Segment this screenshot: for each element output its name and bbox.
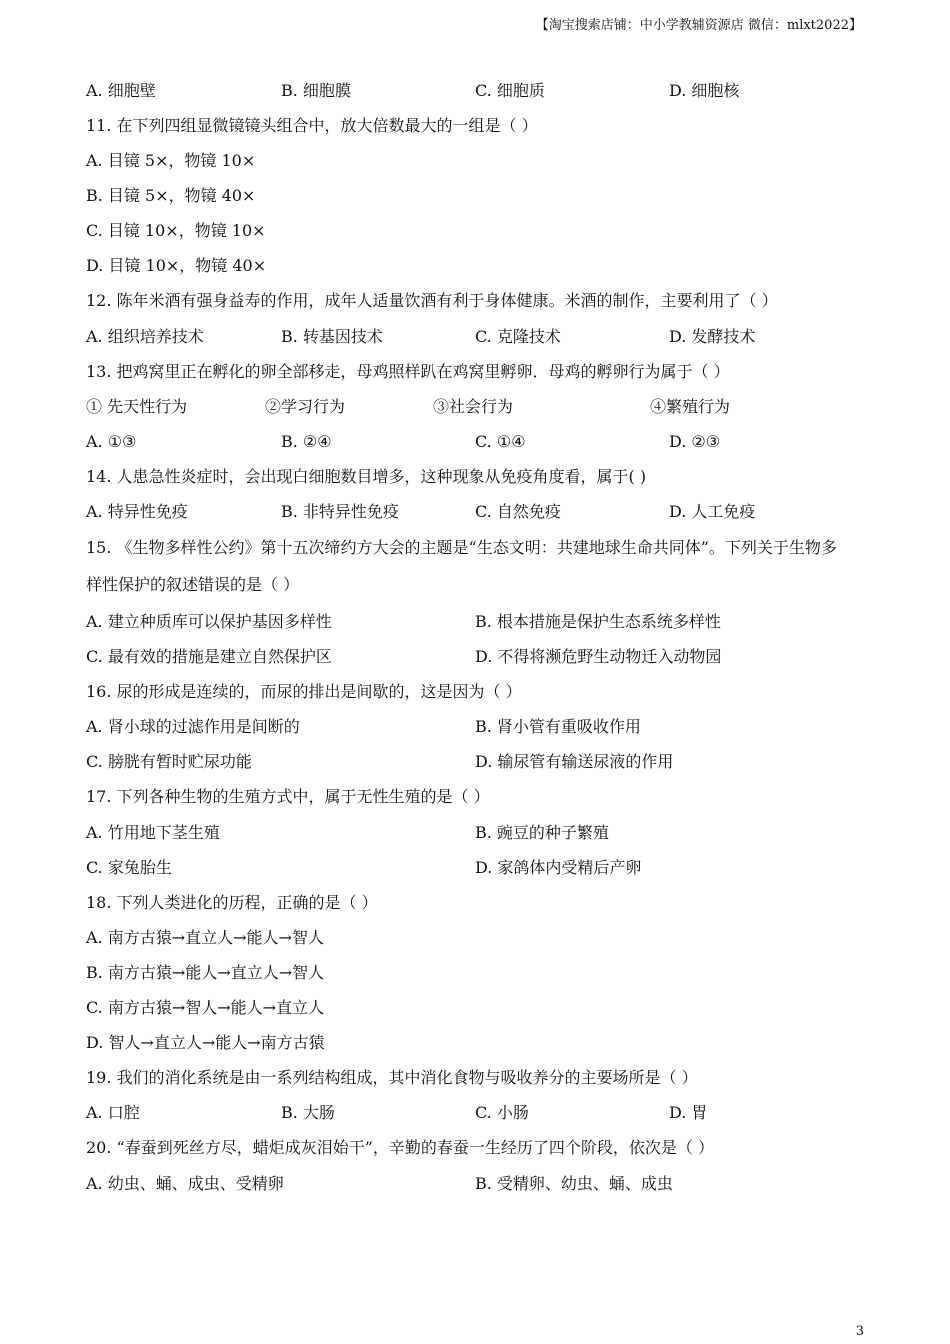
q10-option-a: A. 细胞壁 <box>86 81 156 100</box>
q14-options <box>86 501 876 523</box>
q18-option-d: D. 智人→直立人→能人→南方古猿 <box>86 1033 325 1052</box>
q18-option-a: A. 南方古猿→直立人→能人→智人 <box>86 928 324 947</box>
q10-option-d: D. 细胞核 <box>669 81 740 100</box>
q13-options <box>86 431 876 453</box>
q13-option-c: C. ①④ <box>475 432 526 451</box>
q15-option-b: B. 根本措施是保护生态系统多样性 <box>475 612 721 631</box>
q15-options-row2 <box>86 646 876 668</box>
q10-option-b: B. 细胞膜 <box>281 81 351 100</box>
q19-stem: 19. 我们的消化系统是由一系列结构组成，其中消化食物与吸收养分的主要场所是（ ） <box>86 1068 698 1087</box>
q12-options <box>86 326 876 348</box>
q11-stem: 11. 在下列四组显微镜镜头组合中，放大倍数最大的一组是（ ） <box>86 116 538 135</box>
q19-options <box>86 1102 876 1124</box>
q13-items <box>86 396 876 418</box>
q13-item-1: ① 先天性行为 <box>86 397 188 416</box>
q12-option-a: A. 组织培养技术 <box>86 327 204 346</box>
q19-option-a: A. 口腔 <box>86 1103 140 1122</box>
q14-option-a: A. 特异性免疫 <box>86 502 188 521</box>
q17-stem: 17. 下列各种生物的生殖方式中，属于无性生殖的是（ ） <box>86 787 490 806</box>
q11-option-a: A. 目镜 5×，物镜 10× <box>86 151 256 170</box>
q15-option-a: A. 建立种质库可以保护基因多样性 <box>86 612 332 631</box>
page-number: 3 <box>855 1324 864 1339</box>
q13-item-3: ③社会行为 <box>433 397 514 416</box>
q12-option-b: B. 转基因技术 <box>281 327 383 346</box>
q17-options-row2 <box>86 857 876 879</box>
q13-stem: 13. 把鸡窝里正在孵化的卵全部移走，母鸡照样趴在鸡窝里孵卵．母鸡的孵卵行为属于（ ） <box>86 362 730 381</box>
q17-option-c: C. 家兔胎生 <box>86 858 172 877</box>
q15-stem-line2: 样性保护的叙述错误的是（ ） <box>86 575 300 594</box>
page-header: 【淘宝搜索店铺：中小学教辅资源店 微信：mlxt2022】 <box>535 18 862 33</box>
q12-stem: 12. 陈年米酒有强身益寿的作用，成年人适量饮酒有利于身体健康。米酒的制作，主要利用了（ ） <box>86 291 778 310</box>
q10-options <box>86 80 876 102</box>
q18-option-c: C. 南方古猿→智人→能人→直立人 <box>86 998 325 1017</box>
q12-option-c: C. 克隆技术 <box>475 327 561 346</box>
q13-item-4: ④繁殖行为 <box>650 397 731 416</box>
q20-options <box>86 1173 876 1195</box>
q16-option-d: D. 输尿管有输送尿液的作用 <box>475 752 674 771</box>
q14-option-d: D. 人工免疫 <box>669 502 756 521</box>
q12-option-d: D. 发酵技术 <box>669 327 756 346</box>
q19-option-b: B. 大肠 <box>281 1103 335 1122</box>
q11-option-c: C. 目镜 10×，物镜 10× <box>86 221 266 240</box>
q15-option-d: D. 不得将濒危野生动物迁入动物园 <box>475 647 722 666</box>
q17-option-a: A. 竹用地下茎生殖 <box>86 823 220 842</box>
q16-option-a: A. 肾小球的过滤作用是间断的 <box>86 717 300 736</box>
q16-options-row2 <box>86 751 876 773</box>
q19-option-d: D. 胃 <box>669 1103 708 1122</box>
q16-stem: 16. 尿的形成是连续的，而尿的排出是间歇的，这是因为（ ） <box>86 682 522 701</box>
q13-item-2: ②学习行为 <box>265 397 346 416</box>
q13-option-a: A. ①③ <box>86 432 137 451</box>
q18-option-b: B. 南方古猿→能人→直立人→智人 <box>86 963 325 982</box>
q11-option-d: D. 目镜 10×，物镜 40× <box>86 256 267 275</box>
q20-option-b: B. 受精卵、幼虫、蛹、成虫 <box>475 1174 673 1193</box>
q15-stem-line1: 15. 《生物多样性公约》第十五次缔约方大会的主题是“生态文明：共建地球生命共同体”。下列关于生物多 <box>86 538 837 557</box>
q18-stem: 18. 下列人类进化的历程，正确的是（ ） <box>86 893 378 912</box>
q14-option-c: C. 自然免疫 <box>475 502 561 521</box>
q10-option-c: C. 细胞质 <box>475 81 545 100</box>
q17-option-b: B. 豌豆的种子繁殖 <box>475 823 609 842</box>
q16-option-c: C. 膀胱有暂时贮尿功能 <box>86 752 252 771</box>
q15-option-c: C. 最有效的措施是建立自然保护区 <box>86 647 332 666</box>
q17-option-d: D. 家鸽体内受精后产卵 <box>475 858 642 877</box>
q17-options-row1 <box>86 822 876 844</box>
q14-option-b: B. 非特异性免疫 <box>281 502 399 521</box>
q13-option-d: D. ②③ <box>669 432 721 451</box>
q20-stem: 20. “春蚕到死丝方尽，蜡炬成灰泪始干”，辛勤的春蚕一生经历了四个阶段，依次是（ ） <box>86 1138 714 1157</box>
q19-option-c: C. 小肠 <box>475 1103 529 1122</box>
q15-options-row1 <box>86 611 876 633</box>
q13-option-b: B. ②④ <box>281 432 332 451</box>
q11-option-b: B. 目镜 5×，物镜 40× <box>86 186 256 205</box>
q20-option-a: A. 幼虫、蛹、成虫、受精卵 <box>86 1174 284 1193</box>
q16-options-row1 <box>86 716 876 738</box>
q16-option-b: B. 肾小管有重吸收作用 <box>475 717 641 736</box>
q14-stem: 14. 人患急性炎症时，会出现白细胞数目增多，这种现象从免疫角度看，属于( ) <box>86 467 647 486</box>
